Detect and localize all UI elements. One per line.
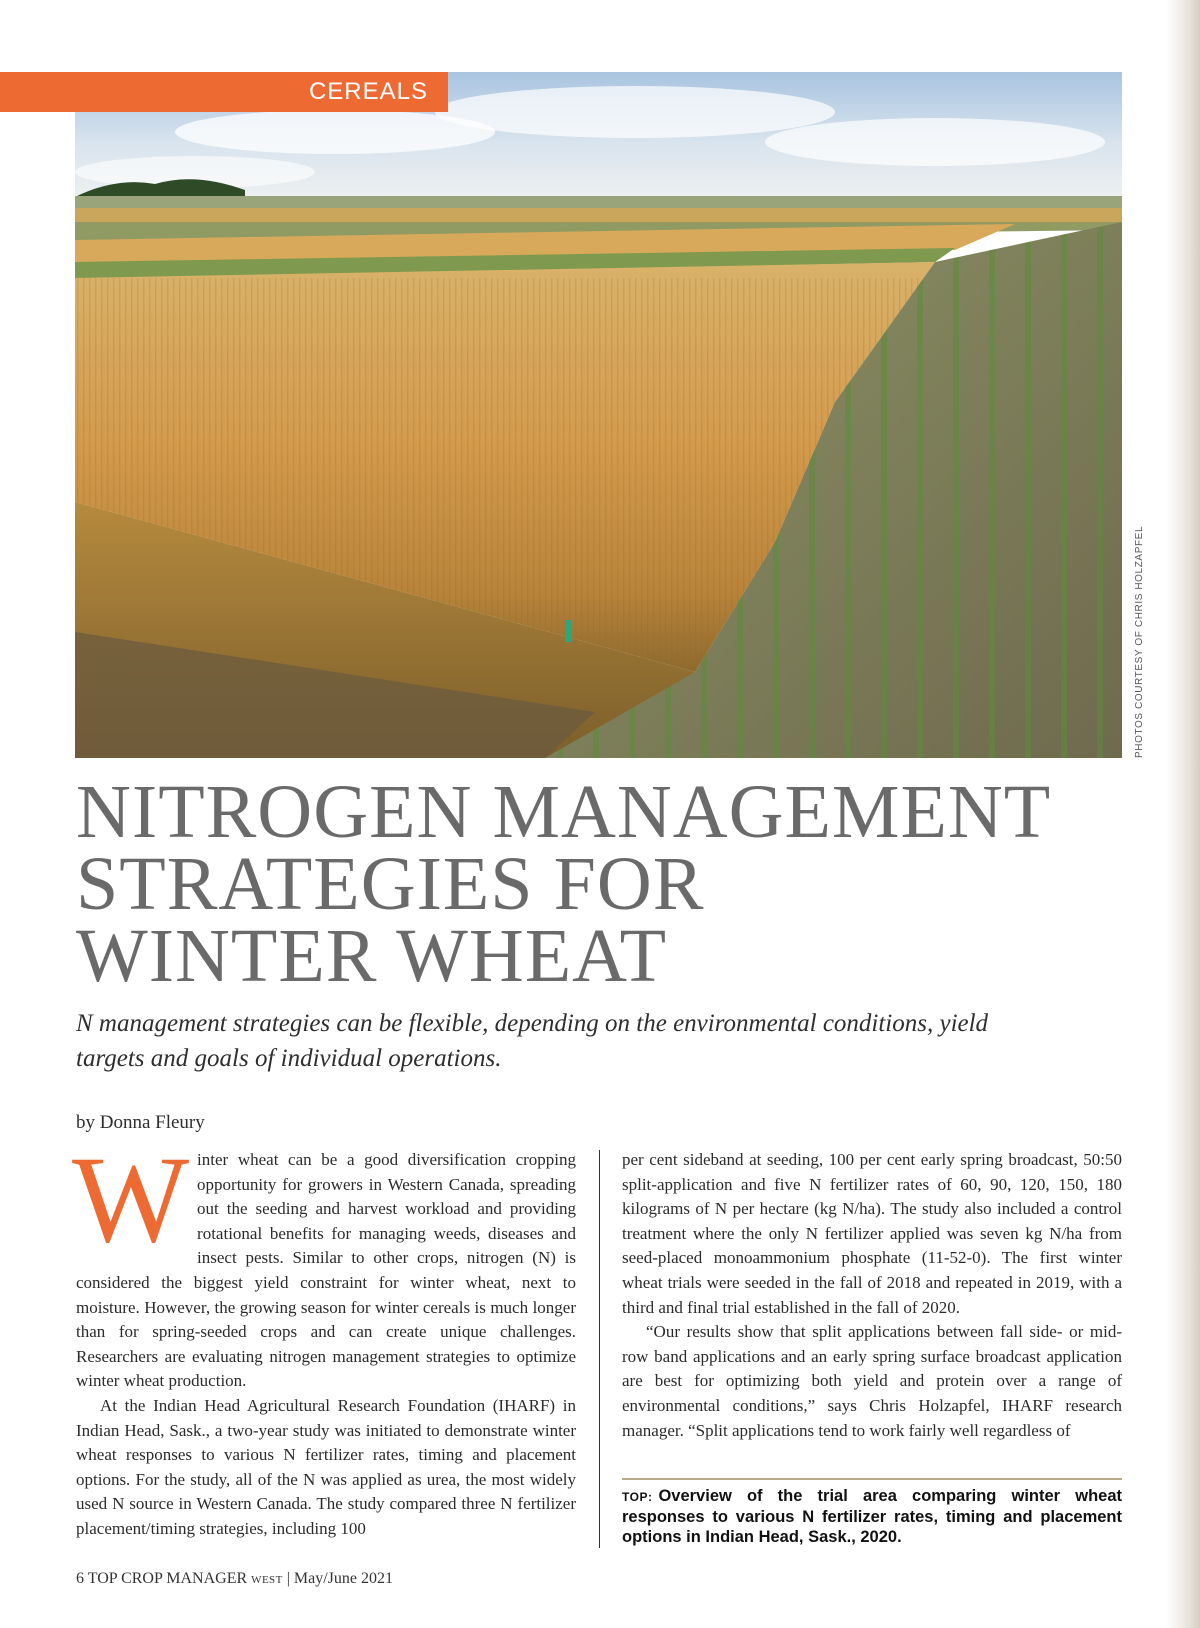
caption-rule bbox=[622, 1478, 1122, 1480]
photo-caption bbox=[622, 1486, 1122, 1547]
photo-credit: PHOTOS COURTESY OF CHRIS HOLZAPFEL bbox=[1134, 525, 1145, 758]
headline-line-3: WINTER WHEAT bbox=[76, 914, 668, 998]
paragraph-text: inter wheat can be a good diversification cropping opportunity for growers in Western Canada, spreading out the seeding and harvest workload and providing rotational benefits for managing weeds, diseases and insect pests. Similar to other crops, nitrogen (N) is considered the biggest yield constraint for winter wheat, next to moisture. However, the growing season for winter cereals is much longer than for spring-seeded crops and can create unique challenges. Researchers are evaluating nitrogen management strategies to optimize winter wheat production. bbox=[76, 1150, 576, 1391]
page-number: 6 bbox=[76, 1570, 84, 1587]
body-column-1 bbox=[72, 1131, 576, 1542]
wheat-field-photo bbox=[75, 72, 1122, 758]
headline-line-2: STRATEGIES FOR bbox=[76, 842, 705, 926]
section-tag: CEREALS bbox=[0, 72, 448, 112]
body-paragraph: At the Indian Head Agricultural Research Foundation (IHARF) in Indian Head, Sask., a two-year study was initiated to demonstrate winter wheat responses to various N fertilizer rates, timing and placement options. For the study, all of the N was applied as urea, the most widely used N source in Western Canada. The study compared three N fertilizer placement/timing strategies, including 100 bbox=[76, 1395, 576, 1538]
deck-subtitle: N management strategies can be flexible, depending on the environmental conditions, yield targets and goals of individual operations. bbox=[76, 1010, 989, 1072]
headline-line-1: NITROGEN MANAGEMENT bbox=[76, 770, 1052, 854]
caption-text: Overview of the trial area comparing winter wheat responses to various N fertilizer rates, timing and placement options in Indian Head, Sask., 2020. bbox=[622, 1487, 1122, 1546]
wheat-field-illustration bbox=[75, 72, 1122, 758]
column-divider bbox=[599, 1150, 600, 1548]
issue-date: May/June 2021 bbox=[293, 1570, 394, 1587]
headline bbox=[76, 770, 1136, 998]
body-paragraph bbox=[72, 1131, 576, 1394]
body-paragraph: per cent sideband at seeding, 100 per cent early spring broadcast, 50:50 split-application and five N fertilizer rates of 60, 90, 120, 150, 180 kilograms of N per hectare (kg N/ha). The study also included a control treatment where the only N fertilizer applied was seven kg N/ha from seed-placed monoammonium phosphate (11-52-0). The first winter wheat trials were seeded in the fall of 2018 and repeated in 2019, with a third and final trial established in the fall of 2020. bbox=[622, 1150, 1122, 1317]
body-column-2 bbox=[622, 1148, 1122, 1443]
drop-cap: W bbox=[72, 1131, 190, 1268]
publication-name: TOP CROP MANAGER bbox=[87, 1570, 248, 1587]
caption-label: TOP: bbox=[622, 1490, 653, 1504]
page-edge-shadow bbox=[1166, 0, 1200, 1628]
publication-edition: WEST bbox=[251, 1574, 283, 1586]
byline: by Donna Fleury bbox=[76, 1112, 205, 1133]
footer-separator: | bbox=[286, 1570, 290, 1587]
body-paragraph: “Our results show that split applications between fall side- or mid-row band applications and an early spring surface broadcast application are best for optimizing both yield and protein over a range of environmental conditions,” says Chris Holzapfel, IHARF research manager. “Split applications tend to work fairly well regardless of bbox=[622, 1322, 1122, 1440]
page-footer bbox=[76, 1570, 393, 1588]
